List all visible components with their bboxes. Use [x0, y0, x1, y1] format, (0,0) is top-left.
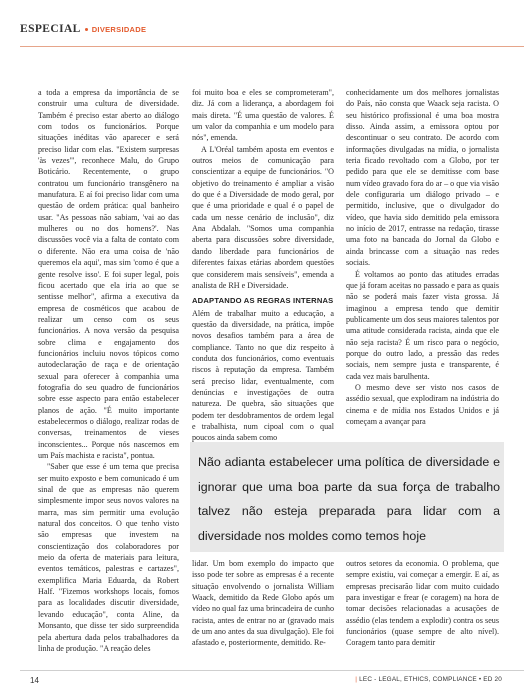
footer-divider: [20, 670, 524, 671]
paragraph: É voltamos ao ponto das atitudes erradas que já foram aceitas no passado e para as quais não se poderá mais fazer vista grossa. Já imaginou a empresa tendo que demitir publicamente um dos seus maiores talentos por uma atitude considerada racista, ainda que ele não seja racista? É um risco para o negócio, porque do outro lado, a pressão das redes sociais, nem sempre justa e transparente, é cada vez mais barulhenta.: [346, 269, 499, 381]
journal-footer: [355, 676, 502, 683]
paragraph: outros setores da economia. O problema, que sempre existiu, vai começar a emergir. E aí, as empresas precisarão lidar com muito cuidado para investigar e frear (e coragem) na hora de tomar decisões relacionadas a acusações de assédio (elas tendem a explodir) contra os seus funcionários (quase sempre de alto nível). Coragem tanto para demitir: [346, 559, 499, 648]
paragraph: A L'Oréal também aposta em eventos e outros meios de comunicação para conscientizar a equipe de funcionários. "O objetivo do treinamento é ampliar a visão do que é a Diversidade de modo geral, por que é uma prioridade e qual é o papel de cada um nesse cenário de inclusão", diz Ana Abdalah. "Somos uma companhia aberta para discussões sobre diversidade, dando liberdade para funcionários de diferentes faixas etárias abordem questões que considerem mais sensíveis", emenda a analista de RH e Diversidade.: [192, 144, 334, 290]
header-divider: [20, 46, 524, 47]
paragraph: foi muito boa e eles se comprometeram", diz. Já com a liderança, a abordagem foi mais direta. "É uma questão de valores. É um valor da companhia e um modelo para nós", emenda.: [192, 88, 334, 143]
paragraph: Além de trabalhar muito a educação, a questão da diversidade, na prática, impõe novos desafios também para a área de compliance. Tanto no que diz respeito à conduta dos funcionários, como eventuais riscos à reputação da empresa. Também será preciso lidar, eventualmente, com denúncias e investigações de outra natureza. De quebra, são situações que podem ter desdobramentos de ordem legal e trabalhista, num cipoal com o qual poucos ainda sabem como: [192, 308, 334, 443]
page-number: 14: [30, 676, 39, 685]
footer-bar-icon: |: [355, 676, 358, 683]
separator-dot-icon: [85, 28, 88, 31]
paragraph: O mesmo deve ser visto nos casos de assédio sexual, que explodiram na indústria do cinema e de mídia nos Estados Unidos e já começam a avançar para: [346, 382, 499, 426]
pull-quote: Não adianta estabelecer uma política de diversidade e ignorar que uma boa parte da sua força de trabalho talvez não esteja preparada para lidar com a diversidade nos moldes como temos hoje: [190, 442, 504, 552]
column-left: [38, 87, 179, 657]
section-label: ESPECIAL: [20, 23, 81, 35]
column-middle-bottom: [192, 558, 334, 658]
subheading: ADAPTANDO AS REGRAS INTERNAS: [192, 296, 334, 306]
column-right-bottom: [346, 558, 499, 658]
section-header: [20, 14, 524, 44]
section-topic: DIVERSIDADE: [91, 24, 147, 34]
paragraph: conhecidamente um dos melhores jornalistas do País, não consta que Waack seja racista. O seu histórico profissional é uma boa mostra disso. Ainda assim, a emissora optou por descontinuar o seu contrato. De acordo com informações divulgadas na mídia, o jornalista teria ficado revoltado com a Globo, por ter pedido para que ele se demitisse com base num vídeo gravado fora do ar – o que via visão dele configuraria um diálogo privado – e permitido, inclusive, que o divulgador do vídeo, que havia sido demitido pela emissora no início de 2017, entrasse na redação, tirasse uma foto na bancada do Jornal da Globo e ainda brincasse com a situação nas redes sociais.: [346, 88, 499, 268]
paragraph: "Saber que esse é um tema que precisa ser muito exposto e bem comunicado é um sinal de que as empresas não querem simplesmente impor seus novos valores na marra, mas sim permitir uma evolução natural dos conceitos. O que tenho visto são empresas que investem na conscientização dos colaboradores por meio da oferta de materiais para leitura, eventos temáticos, palestras e cartazes", exemplifica Maria Eduarda, da Robert Half. "Fizemos workshops locais, fomos para as localidades discutir diversidade, levando educação", conta Aline, da Monsanto, que disse ter sido surpreendida pela abertura dada pelos trabalhadores da linha de produção. "A reação deles: [38, 462, 179, 653]
journal-name: LEC - LEGAL, ETHICS, COMPLIANCE • ED 20: [359, 676, 502, 683]
paragraph: lidar. Um bom exemplo do impacto que isso pode ter sobre as empresas é a recente situação envolvendo o jornalista William Waack, demitido da Rede Globo após um vídeo no qual faz uma brincadeira de cunho racista, antes de entrar no ar (gravado mais de um ano antes da sua divulgação). Ele foi afastado e, posteriormente, demitido. Re-: [192, 559, 334, 648]
paragraph: a toda a empresa da importância de se construir uma cultura de diversidade. Também é preciso estar aberto ao diálogo com todos os funcionários. Porque situações inéditas vão aparecer e será preciso lidar com elas. "Existem surpresas 'às vezes'", reconhece Malu, do Grupo Boticário. Recentemente, o grupo contratou um funcionário transgênero na manufatura. E aí foi preciso lidar com uma questão de ordem prática: qual banheiro usar. "As pessoas não sabiam, 'vai ao das mulheres ou no dos homens?'. Nas discussões você via a falta de contato com o diferente. Não era uma coisa de 'não queremos ela aqui', mas sim 'como é que a gente resolve isso'. E foi super legal, pois ficou acertado que ela iria ao que se sentisse melhor", afirma a executiva da empresa de cosméticos que acabou de realizar um censo com os seus funcionários. A nova versão da pesquisa sobre clima e engajamento dos funcionários incluiu novos tópicos como autodeclaração de raça e de orientação sexual para oferecer à companhia uma fotografia do seu quadro de funcionários sobre esse aspecto para então estabelecer planos de ação. "É muito importante estabelecermos o diálogo, realizar rodas de conversas, treinamentos de vieses inconscientes... Porque nós nascemos em um País machista e racista", pontua.: [38, 88, 179, 460]
